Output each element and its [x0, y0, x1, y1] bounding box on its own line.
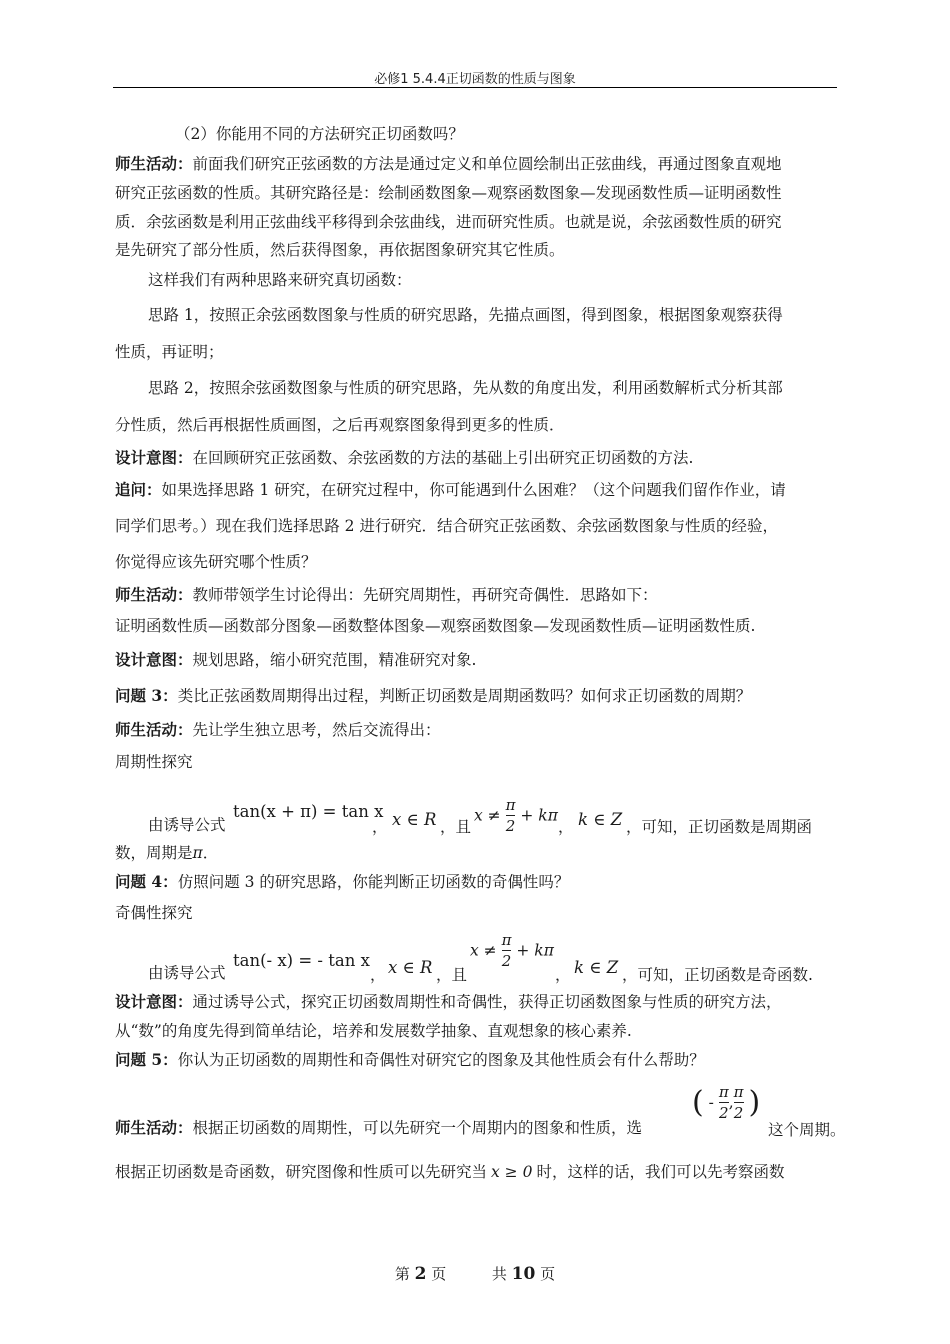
- comma: ，: [558, 818, 574, 836]
- paragraph-line: 从“数”的角度先得到简单结论，培养和发展数学抽象、直观想象的核心素养.: [115, 1022, 632, 1040]
- text: 根据正切函数的周期性，可以先研究一个周期内的图象和性质，选: [192, 1119, 643, 1137]
- text: 如果选择思路 1 研究，在研究过程中，你可能遇到什么困难？（这个问题我们留作作业，请: [161, 481, 786, 499]
- text: 前面我们研究正弦函数的方法是通过定义和单位圆绘制出正弦曲线，再通过图象直观地: [192, 155, 782, 173]
- frac-bar: [734, 1102, 744, 1103]
- label: 问题 5：: [115, 1050, 178, 1069]
- paragraph-line: 研究正弦函数的性质。其研究路径是：绘制函数图象—观察函数图象—发现函数性质—证明函数性: [115, 184, 782, 202]
- label: 师生活动：: [115, 720, 193, 739]
- frac-den: 2: [501, 952, 512, 970]
- total-pages: 10: [511, 1264, 536, 1284]
- label: 设计意图：: [115, 650, 193, 669]
- formula-intro: 由诱导公式: [148, 964, 226, 982]
- section-heading: 周期性探究: [115, 753, 193, 771]
- comma: ，: [370, 966, 386, 984]
- paragraph-line: 质．余弦函数是利用正弦曲线平移得到余弦曲线，进而研究性质。也就是说，余弦函数性质的研究: [115, 213, 782, 231]
- paragraph-line: 思路 2，按照余弦函数图象与性质的研究思路，先从数的角度出发，利用函数解析式分析其部: [148, 379, 783, 397]
- paragraph-line: 这样我们有两种思路来研究真切函数：: [148, 271, 412, 289]
- frac-den: 2: [733, 1104, 744, 1122]
- text: 仿照问题 3 的研究思路，你能判断正切函数的奇偶性吗？: [177, 873, 570, 891]
- x-nonnegative: x ≥ 0: [491, 1163, 533, 1181]
- paragraph-line: [115, 1050, 705, 1070]
- paragraph-line: [115, 1118, 642, 1138]
- paragraph-line: [115, 843, 218, 863]
- paragraph-line: [115, 1162, 784, 1182]
- frac-bar: [506, 815, 516, 816]
- formula-intro: 由诱导公式: [148, 816, 226, 834]
- pi-over-two: [719, 1083, 729, 1122]
- interval-tail: 这个周期。: [768, 1121, 846, 1139]
- frac-den: 2: [505, 817, 516, 835]
- comma: ，: [555, 966, 571, 984]
- label: 师生活动：: [115, 154, 193, 173]
- text: 你认为正切函数的周期性和奇偶性对研究它的图象及其他性质会有什么帮助？: [177, 1051, 705, 1069]
- paragraph-line: 思路 1，按照正余弦函数图象与性质的研究思路，先描点画图，得到图象，根据图象观察获得: [148, 306, 783, 324]
- frac-bar: [502, 950, 512, 951]
- formula-tail: ，可知，正切函数是周期函: [626, 818, 813, 836]
- paragraph-line: 性质，再证明；: [115, 343, 224, 361]
- right-paren: ): [748, 1085, 761, 1120]
- frac-num: π: [733, 1083, 744, 1101]
- label: 设计意图：: [115, 992, 193, 1011]
- label: 追问：: [115, 480, 162, 499]
- text: 类比正弦函数周期得出过程，判断正切函数是周期函数吗？如何求正切函数的周期？: [177, 687, 752, 705]
- text: 规划思路，缩小研究范围，精准研究对象.: [192, 651, 477, 669]
- paragraph-line: 证明函数性质—函数部分图象—函数整体图象—观察函数图象—发现函数性质—证明函数性质.: [115, 617, 756, 635]
- domain-condition: x ∈ R: [388, 958, 433, 977]
- paragraph-line: [115, 650, 476, 670]
- pi-over-two: [734, 1083, 744, 1122]
- frac-num: π: [718, 1083, 729, 1101]
- footer-post: 页: [540, 1265, 556, 1283]
- page-header: 必修1 5.4.4正切函数的性质与图象: [374, 72, 576, 87]
- paragraph-line: [115, 872, 569, 892]
- pi-symbol: π: [192, 844, 203, 862]
- text: ．: [202, 844, 219, 862]
- paragraph-line: 你觉得应该先研究哪个性质？: [115, 553, 317, 571]
- text: 根据正切函数是奇函数，研究图像和性质可以先研究当: [115, 1163, 488, 1181]
- domain-condition: x ∈ R: [392, 810, 437, 829]
- footer-pre2: 共: [491, 1265, 507, 1283]
- text: 在回顾研究正弦函数、余弦函数的方法的基础上引出研究正切函数的方法.: [192, 449, 694, 467]
- paragraph-line: [115, 480, 786, 500]
- subquestion-line: （2）你能用不同的方法研究正切函数吗？: [175, 125, 464, 143]
- footer-pre: 第: [394, 1265, 410, 1283]
- paragraph-line: [115, 686, 751, 706]
- tan-odd-formula: tan(- x) = - tan x: [233, 951, 370, 970]
- page-footer: [0, 1263, 950, 1284]
- interval-minus-pi-half-pi-half: [692, 1083, 760, 1122]
- pi-over-two: [506, 796, 516, 835]
- comma: ,: [728, 1093, 734, 1112]
- paragraph-line: [115, 154, 782, 174]
- text: 教师带领学生讨论得出：先研究周期性，再研究奇偶性．思路如下：: [192, 586, 658, 604]
- label: 师生活动：: [115, 1118, 193, 1137]
- k-pi: + kπ: [520, 806, 558, 825]
- paragraph-line: [115, 585, 658, 605]
- x-not-equal-condition: [470, 931, 554, 970]
- paragraph-line: 同学们思考。）现在我们选择思路 2 进行研究．结合研究正弦函数、余弦函数图象与性质的经验，: [115, 517, 778, 535]
- k-integer: k ∈ Z: [578, 810, 623, 829]
- frac-num: π: [505, 796, 516, 814]
- tan-period-formula: tan(x + π) = tan x: [233, 802, 384, 821]
- text: 数，周期是: [115, 844, 193, 862]
- x-not-equal-condition: [474, 796, 558, 835]
- paragraph-line: 是先研究了部分性质，然后获得图象，再依据图象研究其它性质。: [115, 241, 565, 259]
- formula-tail: ，可知，正切函数是奇函数.: [622, 966, 813, 984]
- text: 时，这样的话，我们可以先考察函数: [536, 1163, 785, 1181]
- paragraph-line: [115, 992, 782, 1012]
- footer-mid: 页: [431, 1265, 447, 1283]
- connector: ，且: [440, 818, 472, 836]
- text: 先让学生独立思考，然后交流得出：: [192, 721, 441, 739]
- k-integer: k ∈ Z: [574, 958, 619, 977]
- left-paren: (: [692, 1085, 704, 1120]
- label: 师生活动：: [115, 585, 193, 604]
- label: 设计意图：: [115, 448, 193, 467]
- connector: ，且: [436, 966, 468, 984]
- label: 问题 4：: [115, 872, 178, 891]
- frac-num: π: [501, 931, 512, 949]
- comma: ，: [372, 818, 388, 836]
- x-ne: x ≠: [474, 806, 501, 825]
- minus: -: [708, 1093, 714, 1112]
- label: 问题 3：: [115, 686, 178, 705]
- frac-bar: [719, 1102, 729, 1103]
- current-page-number: 2: [414, 1264, 427, 1284]
- pi-over-two: [502, 931, 512, 970]
- paragraph-line: [115, 720, 441, 740]
- k-pi: + kπ: [516, 941, 554, 960]
- section-heading: 奇偶性探究: [115, 904, 193, 922]
- paragraph-line: 分性质，然后再根据性质画图，之后再观察图象得到更多的性质．: [115, 416, 565, 434]
- paragraph-line: [115, 448, 693, 468]
- x-ne: x ≠: [470, 941, 497, 960]
- frac-den: 2: [719, 1104, 729, 1122]
- text: 通过诱导公式，探究正切函数周期性和奇偶性，获得正切函数图象与性质的研究方法，: [192, 993, 782, 1011]
- header-rule: [113, 87, 837, 88]
